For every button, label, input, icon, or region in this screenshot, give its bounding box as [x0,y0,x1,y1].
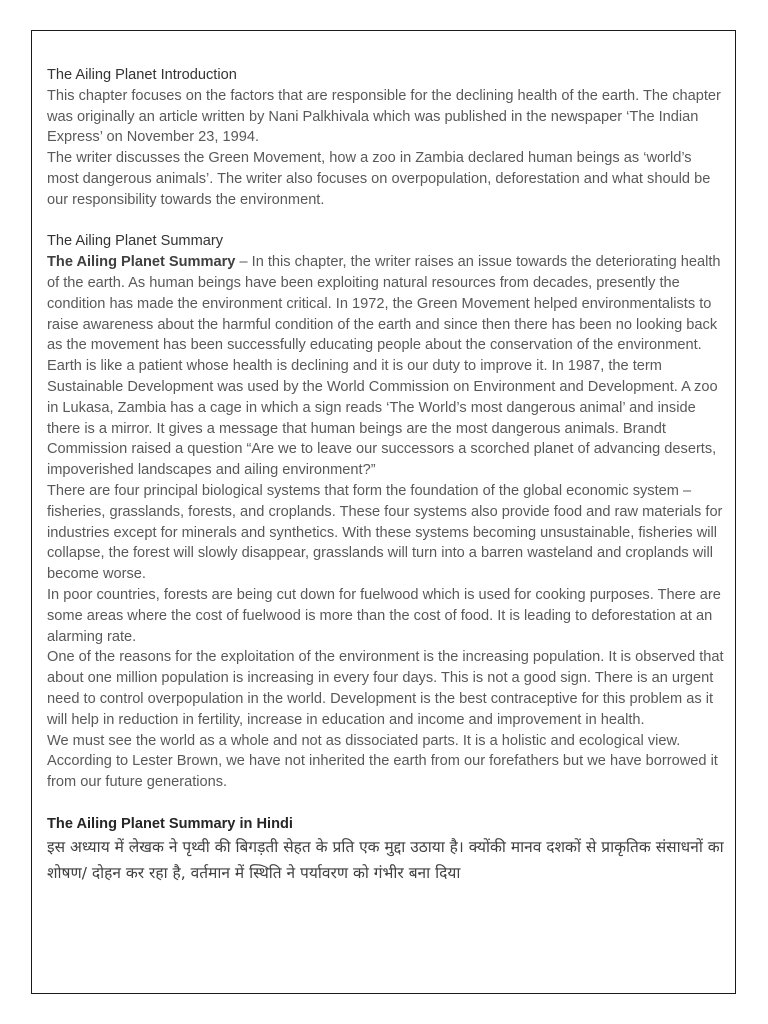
summary-paragraph-population: One of the reasons for the exploitation of the environment is the increasing population. It is observed that about one million population is increasing in every four days. This is not a good sign. There is an urgent need to control overpopulation in the world. Development is the best contraceptive for this problem as it will help in reduction in fertility, increase in education and income and improvement in health. [47,649,724,728]
summary-paragraph-earth: Earth is like a patient whose health is declining and it is our duty to improve it. In 1987, the term Sustainable Development was used by the World Commission on Environment and Development. A zoo in Lukasa, Zambia has a cage in which a sign reads ‘The World’s most dangerous animal’ and inside there is a mirror. It gives a message that human beings are the most dangerous animals. Brandt Commission raised a question “Are we to leave our successors a scorched planet of advancing deserts, impoverished landscapes and ailing environment?” [47,358,718,479]
intro-paragraph-1: This chapter focuses on the factors that are responsible for the declining health of the earth. The chapter was originally an article written by Nani Palkhivala which was published in the newspaper ‘The Indian Express’ on November 23, 1994. [47,87,721,146]
hindi-paragraph: इस अध्याय में लेखक ने पृथ्वी की बिगड़ती सेहत के प्रति एक मुद्दा उठाया है। क्योंकी मानव दशकों से प्राकृतिक संसाधनों का शोषण/ दोहन कर रहा है, वर्तमान में स्थिति ने पर्यावरण को गंभीर बना दिया [47,838,724,883]
hindi-heading: The Ailing Planet Summary in Hindi [47,815,293,832]
document-body [47,65,725,886]
summary-lead-bold: The Ailing Planet Summary [47,254,236,271]
summary-heading: The Ailing Planet Summary [47,233,224,250]
section-spacer [47,793,725,814]
page-frame [31,30,736,994]
summary-paragraph-systems: There are four principal biological systems that form the foundation of the global economic system – fisheries, grasslands, forests, and croplands. These four systems also provide food and raw materials for industries except for minerals and synthetics. With these systems becoming unsustainable, fisheries will collapse, the forest will slowly disappear, grasslands will turn into a barren wasteland and croplands will become worse. [47,482,723,583]
summary-paragraph-holistic: We must see the world as a whole and not as dissociated parts. It is a holistic and ecological view. According to Lester Brown, we have not inherited the earth from our forefathers but we have borrowed it from our future generations. [47,732,718,791]
section-spacer [47,211,725,232]
intro-heading: The Ailing Planet Introduction [47,67,237,83]
summary-paragraph-fuelwood: In poor countries, forests are being cut down for fuelwood which is used for cooking purposes. There are some areas where the cost of fuelwood is more than the cost of food. It is leading to deforestation at an alarming rate. [47,586,721,645]
intro-paragraph-2: The writer discusses the Green Movement, how a zoo in Zambia declared human beings as ‘world’s most dangerous animals’. The writer also focuses on overpopulation, deforestation and what should be our responsibility towards the environment. [47,150,711,208]
summary-lead-paragraph [47,252,725,356]
summary-lead-text: – In this chapter, the writer raises an issue towards the deteriorating health of the earth. As human beings have been exploiting natural resources from decades, presently the condition has made the environment critical. In 1972, the Green Movement helped environmentalists to raise awareness about the harmful condition of the earth and since then there has been no looking back as the movement has been successfully educating people about the conservation of the environment. [47,254,721,354]
